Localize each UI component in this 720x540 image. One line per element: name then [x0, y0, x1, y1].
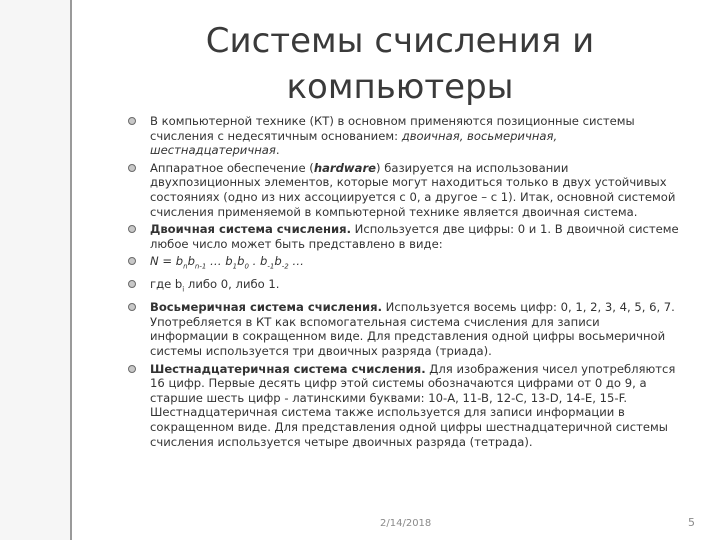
bullet-icon [128, 280, 136, 288]
item-heading: Двоичная система счисления. [150, 222, 351, 237]
title-line-1: Системы счисления и [205, 21, 595, 61]
hardware-term: hardware [313, 160, 377, 175]
bullet-icon [128, 365, 136, 373]
list-item-where [128, 277, 680, 297]
item-heading: Шестнадцатеричная система счисления. [150, 361, 426, 376]
where-text: где $b_i$ либо 0, либо 1. [150, 277, 280, 294]
bullet-icon [128, 225, 136, 233]
slide-date: 2/14/2018 [380, 518, 432, 529]
item-text: В компьютерной технике (КТ) в основном применяются позиционные системы счисления с недесятичным основанием: [150, 114, 635, 143]
list-item-octal [128, 300, 680, 358]
bullet-icon [128, 117, 136, 125]
slide-title [150, 18, 650, 110]
list-item-formula [128, 254, 680, 274]
item-text-end: ) базируется на использовании двухпозиционных элементов, которые могут находиться только в двух устойчивых состояниях (одно из них ассоциируется с 0, а другое – с 1). Итак, основной системой счисления применяемой в компьютерной технике является двоичная система. [150, 160, 676, 219]
list-item-hardware [128, 161, 680, 219]
item-text-end: . [275, 143, 280, 158]
item-italic-text: двоичная, восьмеричная, шестнадцатеричная [150, 128, 558, 158]
item-text: Используется восемь цифр: 0, 1, 2, 3, 4, 5, 6, 7. Употребляется в КТ как вспомогательная система счисления для записи информации в сокращенном виде. Для представления одной цифры восьмеричной системы используется три двоичных разряда (триада). [150, 300, 675, 358]
bullet-icon [128, 257, 136, 265]
item-text: Аппаратное обеспечение ( [150, 160, 314, 175]
binary-formula: $N = b_nb_{n-1}$ … $b_1b_0$ . $b_{-1}b_{-2}$ … [150, 254, 304, 271]
list-item-kt-systems [128, 114, 680, 158]
item-heading: Восьмеричная система счисления. [150, 300, 382, 315]
bullet-icon [128, 303, 136, 311]
title-line-2: компьютеры [286, 67, 514, 107]
bullet-icon [128, 164, 136, 172]
page-number: 5 [688, 516, 695, 529]
list-item-binary [128, 222, 680, 251]
item-text: Для изображения чисел употребляются 16 цифр. Первые десять цифр этой системы обозначаются цифрами от 0 до 9, а старшие шесть цифр - латинскими буквами: 10-A, 11-B, 12-C, 13-D, 14-E, 15-F. Шестнадцатеричная система также используется для записи информации в сокращенном виде. Для представления одной цифры шестнадцатеричной системы счисления используется четыре двоичных разряда (тетрада). [150, 361, 676, 449]
left-side-panel [0, 0, 70, 540]
bullet-list [128, 114, 680, 452]
list-item-hex [128, 362, 680, 450]
left-divider-line [70, 0, 72, 540]
item-text: Используется две цифры: 0 и 1. В двоичной системе любое число может быть представлено в виде: [150, 222, 679, 251]
